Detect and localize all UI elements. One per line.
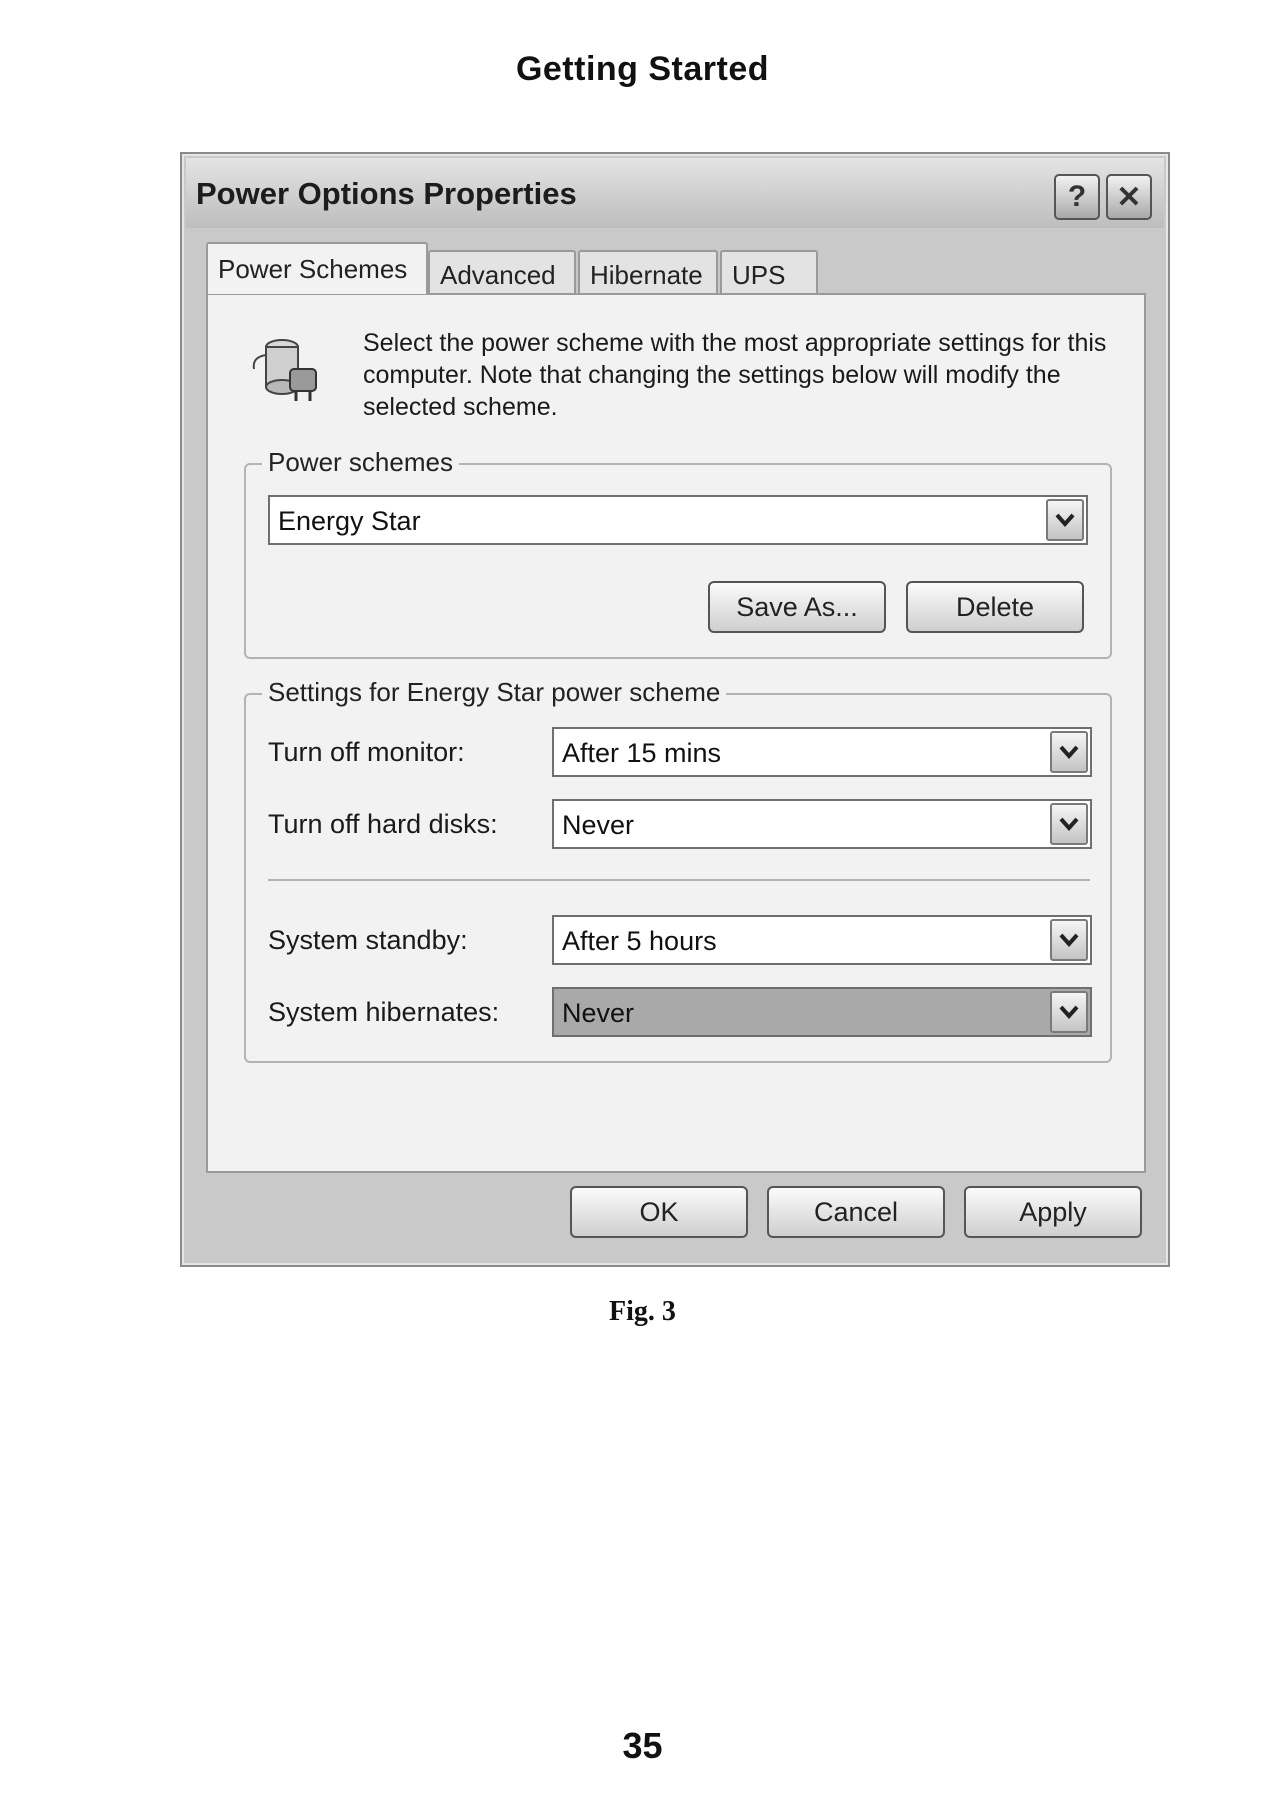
description-text: Select the power scheme with the most appropriate settings for this computer. Note that changing the settings below will modify the selected scheme. — [363, 329, 1107, 421]
system-standby-select[interactable] — [552, 915, 1092, 965]
apply-button[interactable]: Apply — [964, 1186, 1142, 1238]
figure-caption: Fig. 3 — [609, 1296, 676, 1327]
page-header: Getting Started — [515, 50, 770, 88]
page-number: 35 — [622, 1725, 663, 1766]
scheme-settings-group-label: Settings for Energy Star power scheme — [262, 677, 726, 708]
tab-advanced[interactable]: Advanced — [428, 250, 576, 294]
system-standby-label: System standby: — [268, 925, 468, 955]
turn-off-hard-disks-value: Never — [562, 810, 635, 840]
chevron-down-icon[interactable] — [1050, 991, 1088, 1033]
delete-button[interactable]: Delete — [906, 581, 1084, 633]
system-hibernates-value: Never — [562, 998, 635, 1028]
turn-off-hard-disks-select[interactable] — [552, 799, 1092, 849]
tab-hibernate[interactable]: Hibernate — [578, 250, 718, 294]
power-schemes-panel — [206, 293, 1146, 1173]
system-hibernates-select[interactable] — [552, 987, 1092, 1037]
close-icon: ✕ — [1116, 180, 1142, 214]
chevron-down-icon[interactable] — [1050, 803, 1088, 845]
help-button[interactable] — [1054, 174, 1100, 220]
title-bar — [186, 158, 1164, 228]
chevron-down-icon[interactable] — [1050, 731, 1088, 773]
power-scheme-select[interactable] — [268, 495, 1088, 545]
turn-off-monitor-select[interactable] — [552, 727, 1092, 777]
chevron-down-icon[interactable] — [1046, 499, 1084, 541]
save-as-button[interactable]: Save As... — [708, 581, 886, 633]
power-schemes-group-label: Power schemes — [262, 447, 459, 478]
ok-button[interactable]: OK — [570, 1186, 748, 1238]
cancel-button[interactable]: Cancel — [767, 1186, 945, 1238]
tab-ups[interactable]: UPS — [720, 250, 818, 294]
close-button[interactable] — [1106, 174, 1152, 220]
turn-off-hard-disks-label: Turn off hard disks: — [268, 809, 498, 839]
power-schemes-group — [244, 447, 1112, 659]
help-icon: ? — [1067, 180, 1087, 213]
settings-divider — [268, 879, 1090, 881]
power-scheme-value: Energy Star — [278, 506, 421, 536]
power-scheme-icon — [244, 325, 334, 415]
scheme-settings-group — [244, 677, 1112, 1063]
system-hibernates-label: System hibernates: — [268, 997, 500, 1027]
chevron-down-icon[interactable] — [1050, 919, 1088, 961]
power-options-dialog — [180, 152, 1170, 1267]
turn-off-monitor-label: Turn off monitor: — [268, 737, 465, 767]
dialog-title: Power Options Properties — [196, 176, 577, 211]
tab-power-schemes[interactable]: Power Schemes — [206, 242, 428, 294]
turn-off-monitor-value: After 15 mins — [562, 738, 722, 768]
system-standby-value: After 5 hours — [562, 926, 717, 956]
